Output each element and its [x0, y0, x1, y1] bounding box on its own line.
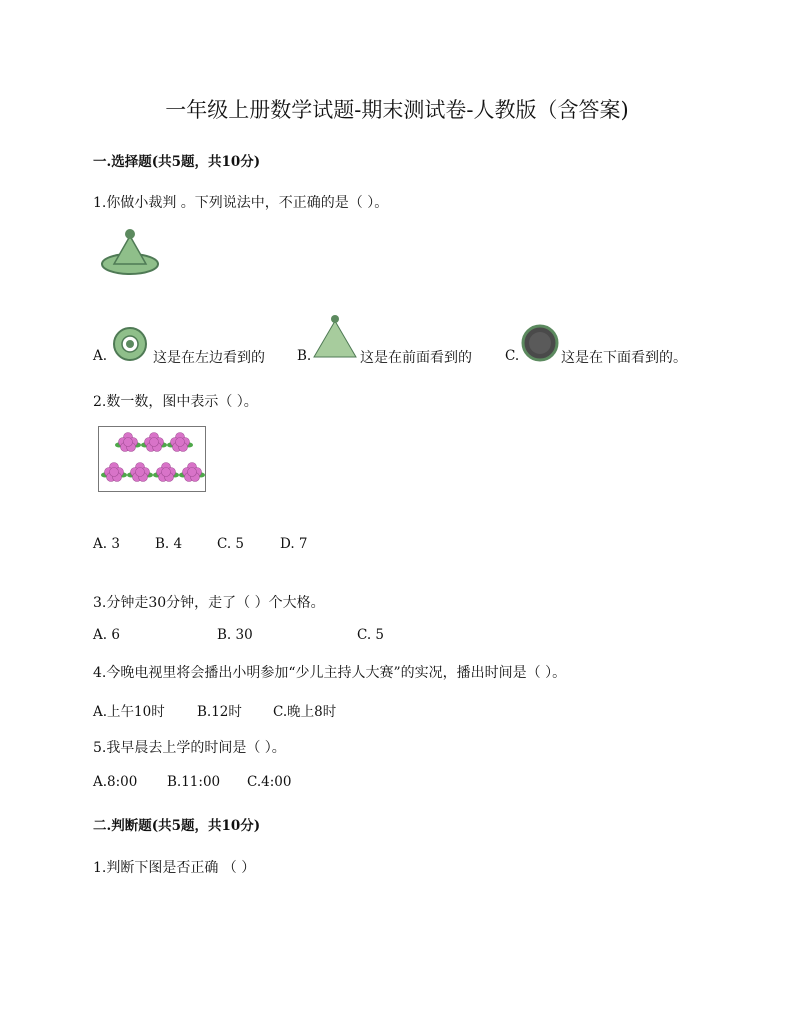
q2-option-b: B. 4	[155, 536, 183, 552]
question-4-text: 4.今晚电视里将会播出小明参加“少儿主持人大赛”的实况，播出时间是（ ）。	[93, 665, 567, 681]
q2-option-c: C. 5	[217, 536, 245, 552]
flower-picture	[98, 426, 206, 492]
question-2-text: 2.数一数，图中表示（ ）。	[93, 394, 258, 410]
section-heading-judgement: 二.判断题(共5题，共10分)	[93, 818, 261, 834]
q1-option-c-label: C.	[505, 348, 520, 364]
q4-option-c: C.晚上8时	[273, 704, 337, 720]
question-3-text: 3.分钟走30分钟，走了（ ）个大格。	[93, 595, 325, 611]
hat-front-view-icon	[312, 313, 358, 361]
judgement-1-text: 1.判断下图是否正确 （ ）	[93, 860, 256, 876]
section-heading-choice: 一.选择题(共5题，共10分)	[93, 154, 261, 170]
q1-option-c-text: 这是在下面看到的。	[561, 350, 687, 366]
q2-option-a: A. 3	[93, 536, 120, 552]
q1-option-b-label: B.	[297, 348, 312, 364]
page-title: 一年级上册数学试题-期末测试卷-人教版（含答案)	[165, 98, 629, 122]
q4-option-a: A.上午10时	[93, 704, 165, 720]
question-5-text: 5.我早晨去上学的时间是（ ）。	[93, 740, 286, 756]
q4-option-b: B.12时	[197, 704, 242, 720]
q3-option-b: B. 30	[217, 627, 253, 643]
q5-option-c: C.4:00	[247, 774, 292, 790]
q5-option-b: B.11:00	[167, 774, 221, 790]
hat-top-view-icon	[110, 326, 150, 362]
question-1-text: 1.你做小裁判 。下列说法中，不正确的是（ ）。	[93, 195, 389, 211]
hat-bottom-view-icon	[520, 324, 560, 362]
hat-figure	[100, 226, 164, 280]
q1-option-a-text: 这是在左边看到的	[153, 350, 265, 366]
q3-option-a: A. 6	[93, 627, 120, 643]
q2-option-d: D. 7	[280, 536, 308, 552]
q5-option-a: A.8:00	[93, 774, 138, 790]
q3-option-c: C. 5	[357, 627, 385, 643]
q1-option-a-label: A.	[93, 348, 108, 364]
q1-option-b-text: 这是在前面看到的	[360, 350, 472, 366]
